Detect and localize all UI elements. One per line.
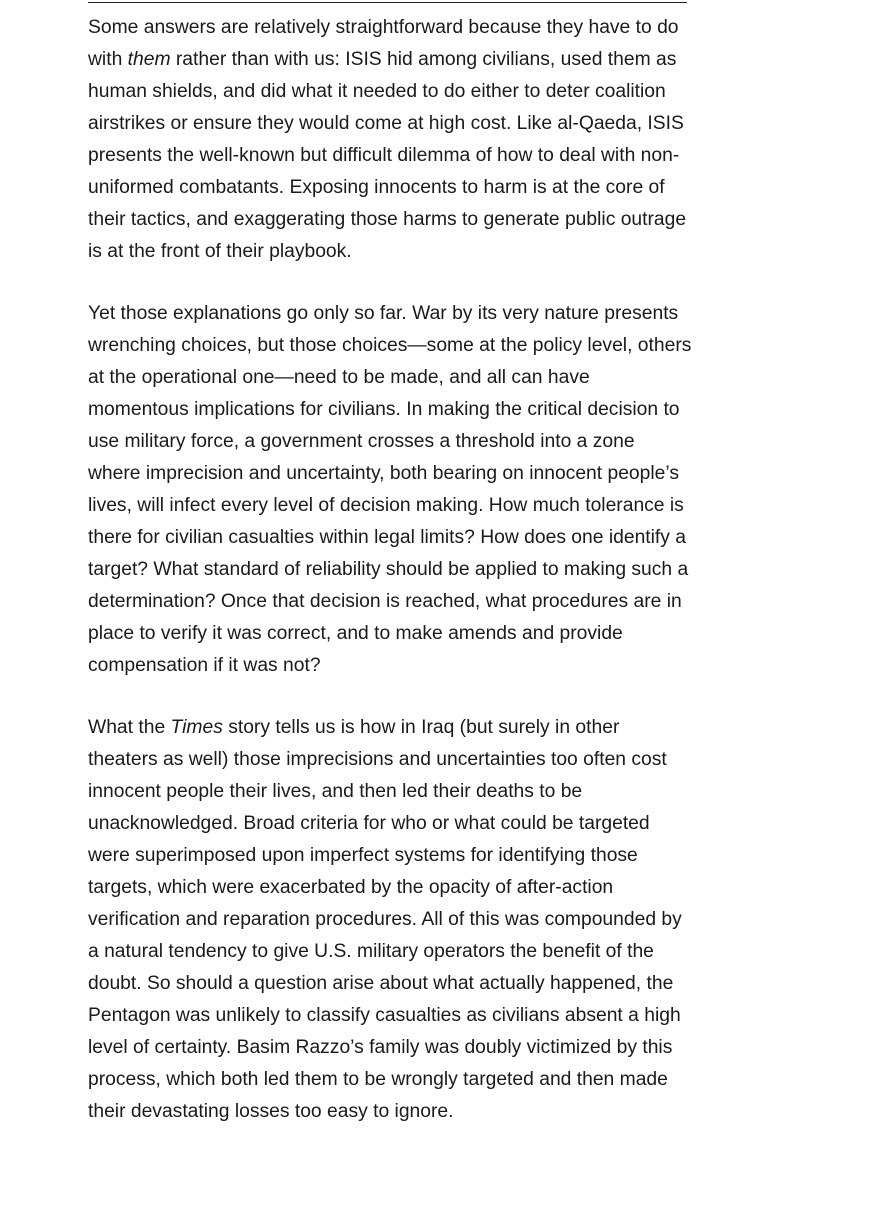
article-body xyxy=(88,12,692,1158)
paragraph-1-text-a: Some answers are relatively straightforward because they have to do with xyxy=(88,17,679,70)
paragraph-3 xyxy=(88,712,692,1128)
paragraph-3-emphasis: Times xyxy=(170,717,223,738)
paragraph-1 xyxy=(88,12,692,268)
paragraph-3-text-b: story tells us is how in Iraq (but surely in other theaters as well) those imprecisions and uncertainties too often cost innocent people their lives, and then led their deaths to be unacknowledged. Broad criteria for who or what could be targeted were superimposed upon imperfect systems for identifying those targets, which were exacerbated by the opacity of after-action verification and reparation procedures. All of this was compounded by a natural tendency to give U.S. military operators the benefit of the doubt. So should a question arise about what actually happened, the Pentagon was unlikely to classify casualties as civilians absent a high level of certainty. Basim Razzo’s family was doubly victimized by this process, which both led them to be wrongly targeted and then made their devastating losses too easy to ignore. xyxy=(88,717,682,1122)
top-divider xyxy=(88,2,687,3)
paragraph-1-text-b: rather than with us: ISIS hid among civilians, used them as human shields, and did what it needed to do either to deter coalition airstrikes or ensure they would come at high cost. Like al-Qaeda, ISIS presents the well-known but difficult dilemma of how to deal with non-uniformed combatants. Exposing innocents to harm is at the core of their tactics, and exaggerating those harms to generate public outrage is at the front of their playbook. xyxy=(88,49,687,262)
paragraph-1-emphasis: them xyxy=(127,49,171,70)
paragraph-2: Yet those explanations go only so far. War by its very nature presents wrenching choices, but those choices—some at the policy level, others at the operational one—need to be made, and all can have momentous implications for civilians. In making the critical decision to use military force, a government crosses a threshold into a zone where imprecision and uncertainty, both bearing on innocent people’s lives, will infect every level of decision making. How much tolerance is there for civilian casualties within legal limits? How does one identify a target? What standard of reliability should be applied to making such a determination? Once that decision is reached, what procedures are in place to verify it was correct, and to make amends and provide compensation if it was not? xyxy=(88,303,692,676)
paragraph-3-text-a: What the xyxy=(88,717,171,738)
